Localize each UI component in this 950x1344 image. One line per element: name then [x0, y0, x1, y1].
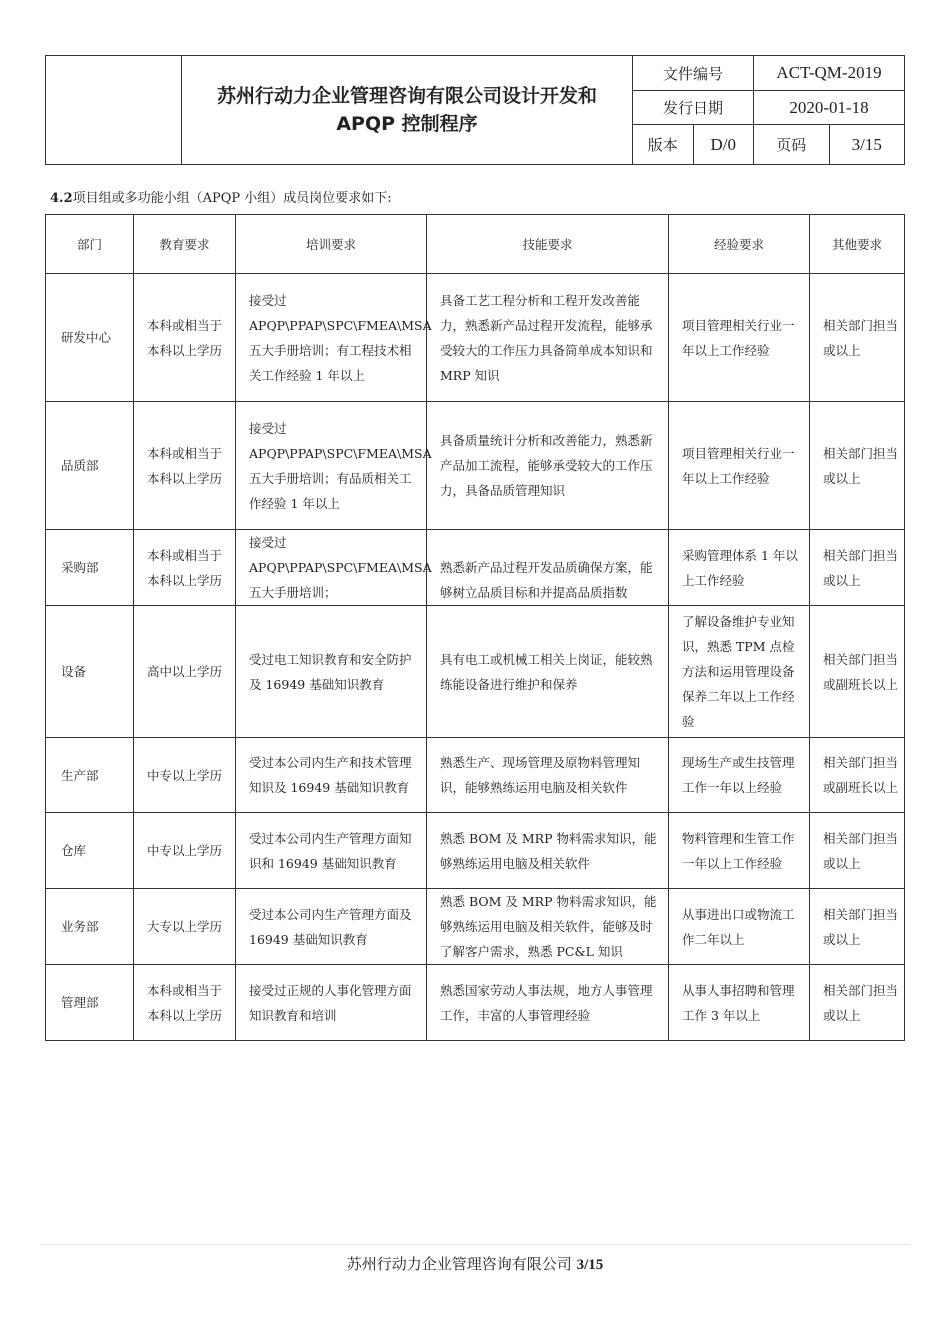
other-cell: 相关部门担当或以上 [810, 889, 905, 965]
table-row [46, 402, 905, 530]
experience-cell: 从事人事招聘和管理工作 3 年以上 [669, 965, 810, 1041]
education-cell: 大专以上学历 [134, 889, 236, 965]
dept-cell: 设备 [46, 606, 134, 738]
footer-page: 3/15 [576, 1257, 604, 1273]
issue-date-value: 2020-01-18 [754, 91, 905, 125]
other-cell: 相关部门担当或以上 [810, 965, 905, 1041]
table-row [46, 965, 905, 1041]
page-value: 3/15 [829, 125, 905, 165]
requirements-table [45, 214, 905, 1041]
section-number: 4.2 [50, 191, 73, 206]
table-row [46, 738, 905, 813]
training-cell: 接受过正规的人事化管理方面知识教育和培训 [236, 965, 427, 1041]
training-cell: 接受过 APQP\PPAP\SPC\FMEA\MSA 五大手册培训； [236, 530, 427, 606]
education-cell: 高中以上学历 [134, 606, 236, 738]
doc-no-label: 文件编号 [633, 56, 754, 91]
experience-cell: 物料管理和生管工作一年以上工作经验 [669, 813, 810, 889]
document-title [182, 56, 633, 165]
training-cell: 接受过 APQP\PPAP\SPC\FMEA\MSA 五大手册培训；有品质相关工作经验 1 年以上 [236, 402, 427, 530]
table-row [46, 530, 905, 606]
education-cell: 本科或相当于本科以上学历 [134, 530, 236, 606]
column-header: 其他要求 [810, 215, 905, 274]
education-cell: 本科或相当于本科以上学历 [134, 402, 236, 530]
skills-cell: 熟悉 BOM 及 MRP 物料需求知识，能够熟练运用电脑及相关软件，能够及时了解客户需求，熟悉 PC&L 知识 [427, 889, 669, 965]
skills-cell: 具有电工或机械工相关上岗证，能较熟练能设备进行维护和保养 [427, 606, 669, 738]
doc-no-value: ACT-QM-2019 [754, 56, 905, 91]
education-cell: 本科或相当于本科以上学历 [134, 965, 236, 1041]
column-header: 培训要求 [236, 215, 427, 274]
other-cell: 相关部门担当或以上 [810, 813, 905, 889]
table-row [46, 889, 905, 965]
page-label: 页码 [754, 125, 830, 165]
document-header [45, 55, 905, 165]
footer-divider [40, 1244, 910, 1245]
dept-cell: 品质部 [46, 402, 134, 530]
dept-cell: 生产部 [46, 738, 134, 813]
issue-date-label: 发行日期 [633, 91, 754, 125]
experience-cell: 项目管理相关行业一年以上工作经验 [669, 274, 810, 402]
version-label: 版本 [633, 125, 694, 165]
other-cell: 相关部门担当或以上 [810, 530, 905, 606]
experience-cell: 采购管理体系 1 年以上工作经验 [669, 530, 810, 606]
experience-cell: 项目管理相关行业一年以上工作经验 [669, 402, 810, 530]
other-cell: 相关部门担当或以上 [810, 402, 905, 530]
training-cell: 受过本公司内生产管理方面知识和 16949 基础知识教育 [236, 813, 427, 889]
training-cell: 受过本公司内生产和技术管理知识及 16949 基础知识教育 [236, 738, 427, 813]
table-row [46, 813, 905, 889]
dept-cell: 研发中心 [46, 274, 134, 402]
experience-cell: 了解设备维护专业知识，熟悉 TPM 点检方法和运用管理设备保养二年以上工作经验 [669, 606, 810, 738]
education-cell: 中专以上学历 [134, 738, 236, 813]
other-cell: 相关部门担当或副班长以上 [810, 738, 905, 813]
column-header: 经验要求 [669, 215, 810, 274]
other-cell: 相关部门担当或副班长以上 [810, 606, 905, 738]
logo-area [46, 56, 182, 165]
title-line-1: 苏州行动力企业管理咨询有限公司设计开发和 [216, 85, 597, 107]
skills-cell: 具备工艺工程分析和工程开发改善能力，熟悉新产品过程开发流程，能够承受较大的工作压力具备简单成本知识和 MRP 知识 [427, 274, 669, 402]
page-footer [0, 1253, 950, 1274]
experience-cell: 从事进出口或物流工作二年以上 [669, 889, 810, 965]
dept-cell: 业务部 [46, 889, 134, 965]
skills-cell: 熟悉 BOM 及 MRP 物料需求知识，能够熟练运用电脑及相关软件 [427, 813, 669, 889]
dept-cell: 采购部 [46, 530, 134, 606]
version-value: D/0 [693, 125, 754, 165]
column-header: 技能要求 [427, 215, 669, 274]
table-row [46, 606, 905, 738]
other-cell: 相关部门担当或以上 [810, 274, 905, 402]
dept-cell: 仓库 [46, 813, 134, 889]
experience-cell: 现场生产或生技管理工作一年以上经验 [669, 738, 810, 813]
table-header-row [46, 215, 905, 274]
education-cell: 中专以上学历 [134, 813, 236, 889]
column-header: 教育要求 [134, 215, 236, 274]
section-text: 项目组或多功能小组（APQP 小组）成员岗位要求如下: [72, 191, 392, 206]
skills-cell: 熟悉生产、现场管理及原物料管理知识，能够熟练运用电脑及相关软件 [427, 738, 669, 813]
education-cell: 本科或相当于本科以上学历 [134, 274, 236, 402]
training-cell: 接受过 APQP\PPAP\SPC\FMEA\MSA 五大手册培训；有工程技术相关工作经验 1 年以上 [236, 274, 427, 402]
skills-cell: 熟悉国家劳动人事法规，地方人事管理工作，丰富的人事管理经验 [427, 965, 669, 1041]
skills-cell: 熟悉新产品过程开发品质确保方案，能够树立品质目标和并提高品质指数 [427, 530, 669, 606]
training-cell: 受过本公司内生产管理方面及 16949 基础知识教育 [236, 889, 427, 965]
footer-company: 苏州行动力企业管理咨询有限公司 [346, 1255, 572, 1273]
training-cell: 受过电工知识教育和安全防护及 16949 基础知识教育 [236, 606, 427, 738]
section-heading [50, 190, 392, 208]
column-header: 部门 [46, 215, 134, 274]
table-row [46, 274, 905, 402]
skills-cell: 具备质量统计分析和改善能力，熟悉新产品加工流程，能够承受较大的工作压力，具备品质管理知识 [427, 402, 669, 530]
title-line-2: APQP 控制程序 [336, 113, 478, 135]
dept-cell: 管理部 [46, 965, 134, 1041]
